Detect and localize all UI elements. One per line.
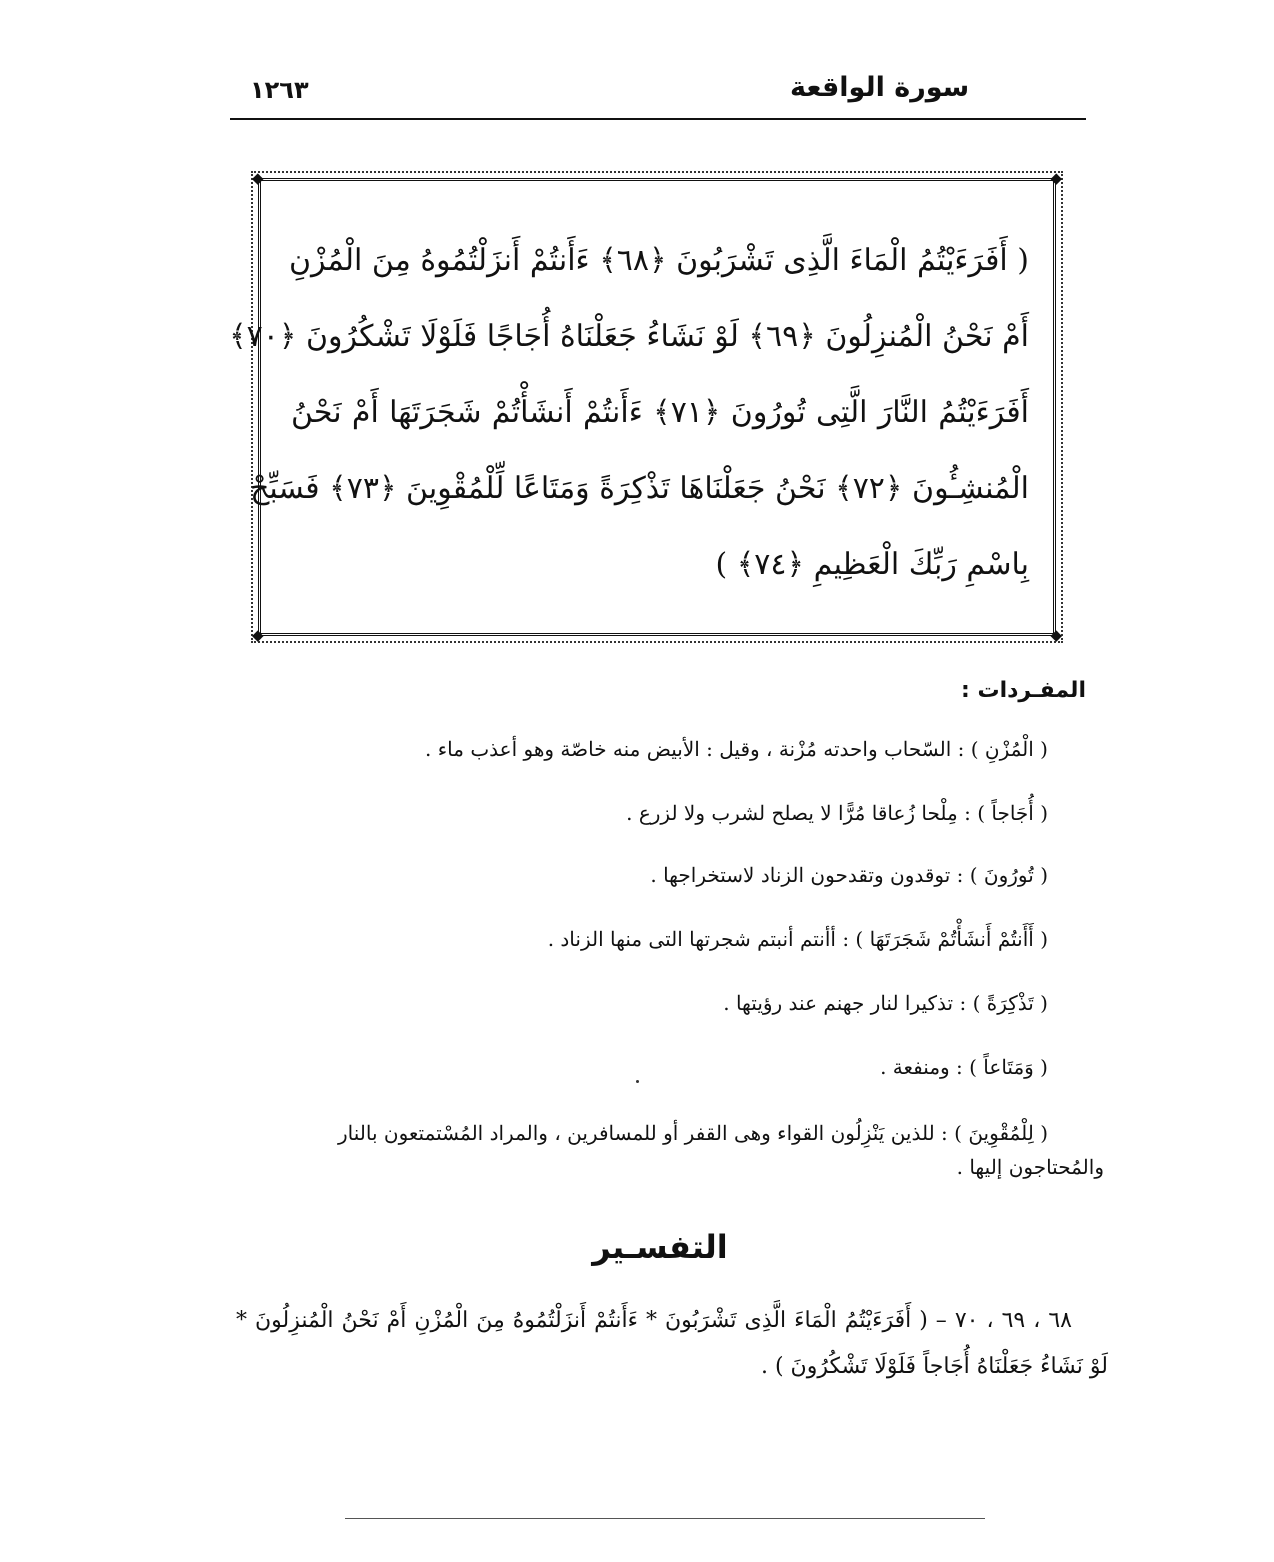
corner-ornament-icon: ◆ [252, 626, 264, 644]
verse-line: أَمْ نَحْنُ الْمُنزِلُونَ ﴿٦٩﴾ لَوْ نَشَاءُ جَعَلْنَاهُ أُجَاجًا فَلَوْلَا تَشْكُرُونَ ﴿٧٠﴾ [229, 319, 1029, 354]
tafsir-text: ٦٨ ، ٦٩ ، ٧٠ – ( أَفَرَءَيْتُمُ الْمَاءَ الَّذِى تَشْرَبُونَ * ءَأَنتُمْ أَنزَلْتُمُوهُ مِنَ الْمُزْنِ أَمْ نَحْنُ الْمُنزِلُونَ * لَوْ نَشَاءُ جَعَلْنَاهُ أُجَاجاً فَلَوْلَا تَشْكُرُونَ ) . [236, 1308, 1108, 1379]
verse-line: أَفَرَءَيْتُمُ النَّارَ الَّتِى تُورُونَ ﴿٧١﴾ ءَأَنتُمْ أَنشَأْتُمْ شَجَرَتَهَا أَمْ نَحْنُ [291, 395, 1029, 430]
verse-frame [229, 169, 1062, 644]
vocabulary-entry: ( أُجَاجاً ) : مِلْحا زُعاقا مُرًّا لا يصلح لشرب ولا لزرع . [626, 801, 1048, 825]
vocabulary-entry: ( أَأَنتُمْ أَنشَأْتُمْ شَجَرَتَهَا ) : أأنتم أنبتم شجرتها التى منها الزناد . [547, 927, 1048, 951]
vocabulary-entry: ( الْمُزْنِ ) : السّحاب واحدته مُزْنة ، وقيل : الأبيض منه خاصّة وهو أعذب ماء . [425, 737, 1048, 761]
verse-line: بِاسْمِ رَبِّكَ الْعَظِيمِ ﴿٧٤﴾ ) [715, 547, 1029, 582]
footer-divider [345, 1518, 985, 1519]
page-number: ١٢٦٣ [250, 76, 309, 104]
vocabulary-heading: المفـردات : [961, 678, 1086, 703]
verse-line: الْمُنشِـُٔونَ ﴿٧٢﴾ نَحْنُ جَعَلْنَاهَا تَذْكِرَةً وَمَتَاعًا لِّلْمُقْوِينَ ﴿٧٣﴾ فَسَبِّحْ [250, 471, 1029, 506]
vocabulary-entry: ( لِلْمُقْوِينَ ) : للذين يَنْزِلُون القواء وهى القفر أو للمسافرين ، والمراد المُسْتمتعون بالنار والمُحتاجون إليها . [337, 1121, 1104, 1179]
verse-text [229, 241, 1029, 621]
corner-ornament-icon: ◆ [1050, 626, 1062, 644]
surah-title: سورة الواقعة [790, 72, 970, 103]
tafsir-heading: التفسـير [592, 1228, 728, 1266]
corner-ornament-icon: ◆ [1050, 169, 1062, 187]
vocabulary-entry: ( وَمَتَاعاً ) : ومنفعة . [880, 1055, 1048, 1079]
print-speck [636, 1080, 639, 1083]
vocabulary-entry: ( تَذْكِرَةً ) : تذكيرا لنار جهنم عند رؤيتها . [723, 991, 1048, 1015]
vocabulary-entry: ( تُورُونَ ) : توقدون وتقدحون الزناد لاستخراجها . [650, 863, 1048, 887]
corner-ornament-icon: ◆ [252, 169, 264, 187]
verse-line: ( أَفَرَءَيْتُمُ الْمَاءَ الَّذِى تَشْرَبُونَ ﴿٦٨﴾ ءَأَنتُمْ أَنزَلْتُمُوهُ مِنَ الْمُزْنِ [288, 243, 1029, 278]
page-header [230, 68, 1086, 120]
